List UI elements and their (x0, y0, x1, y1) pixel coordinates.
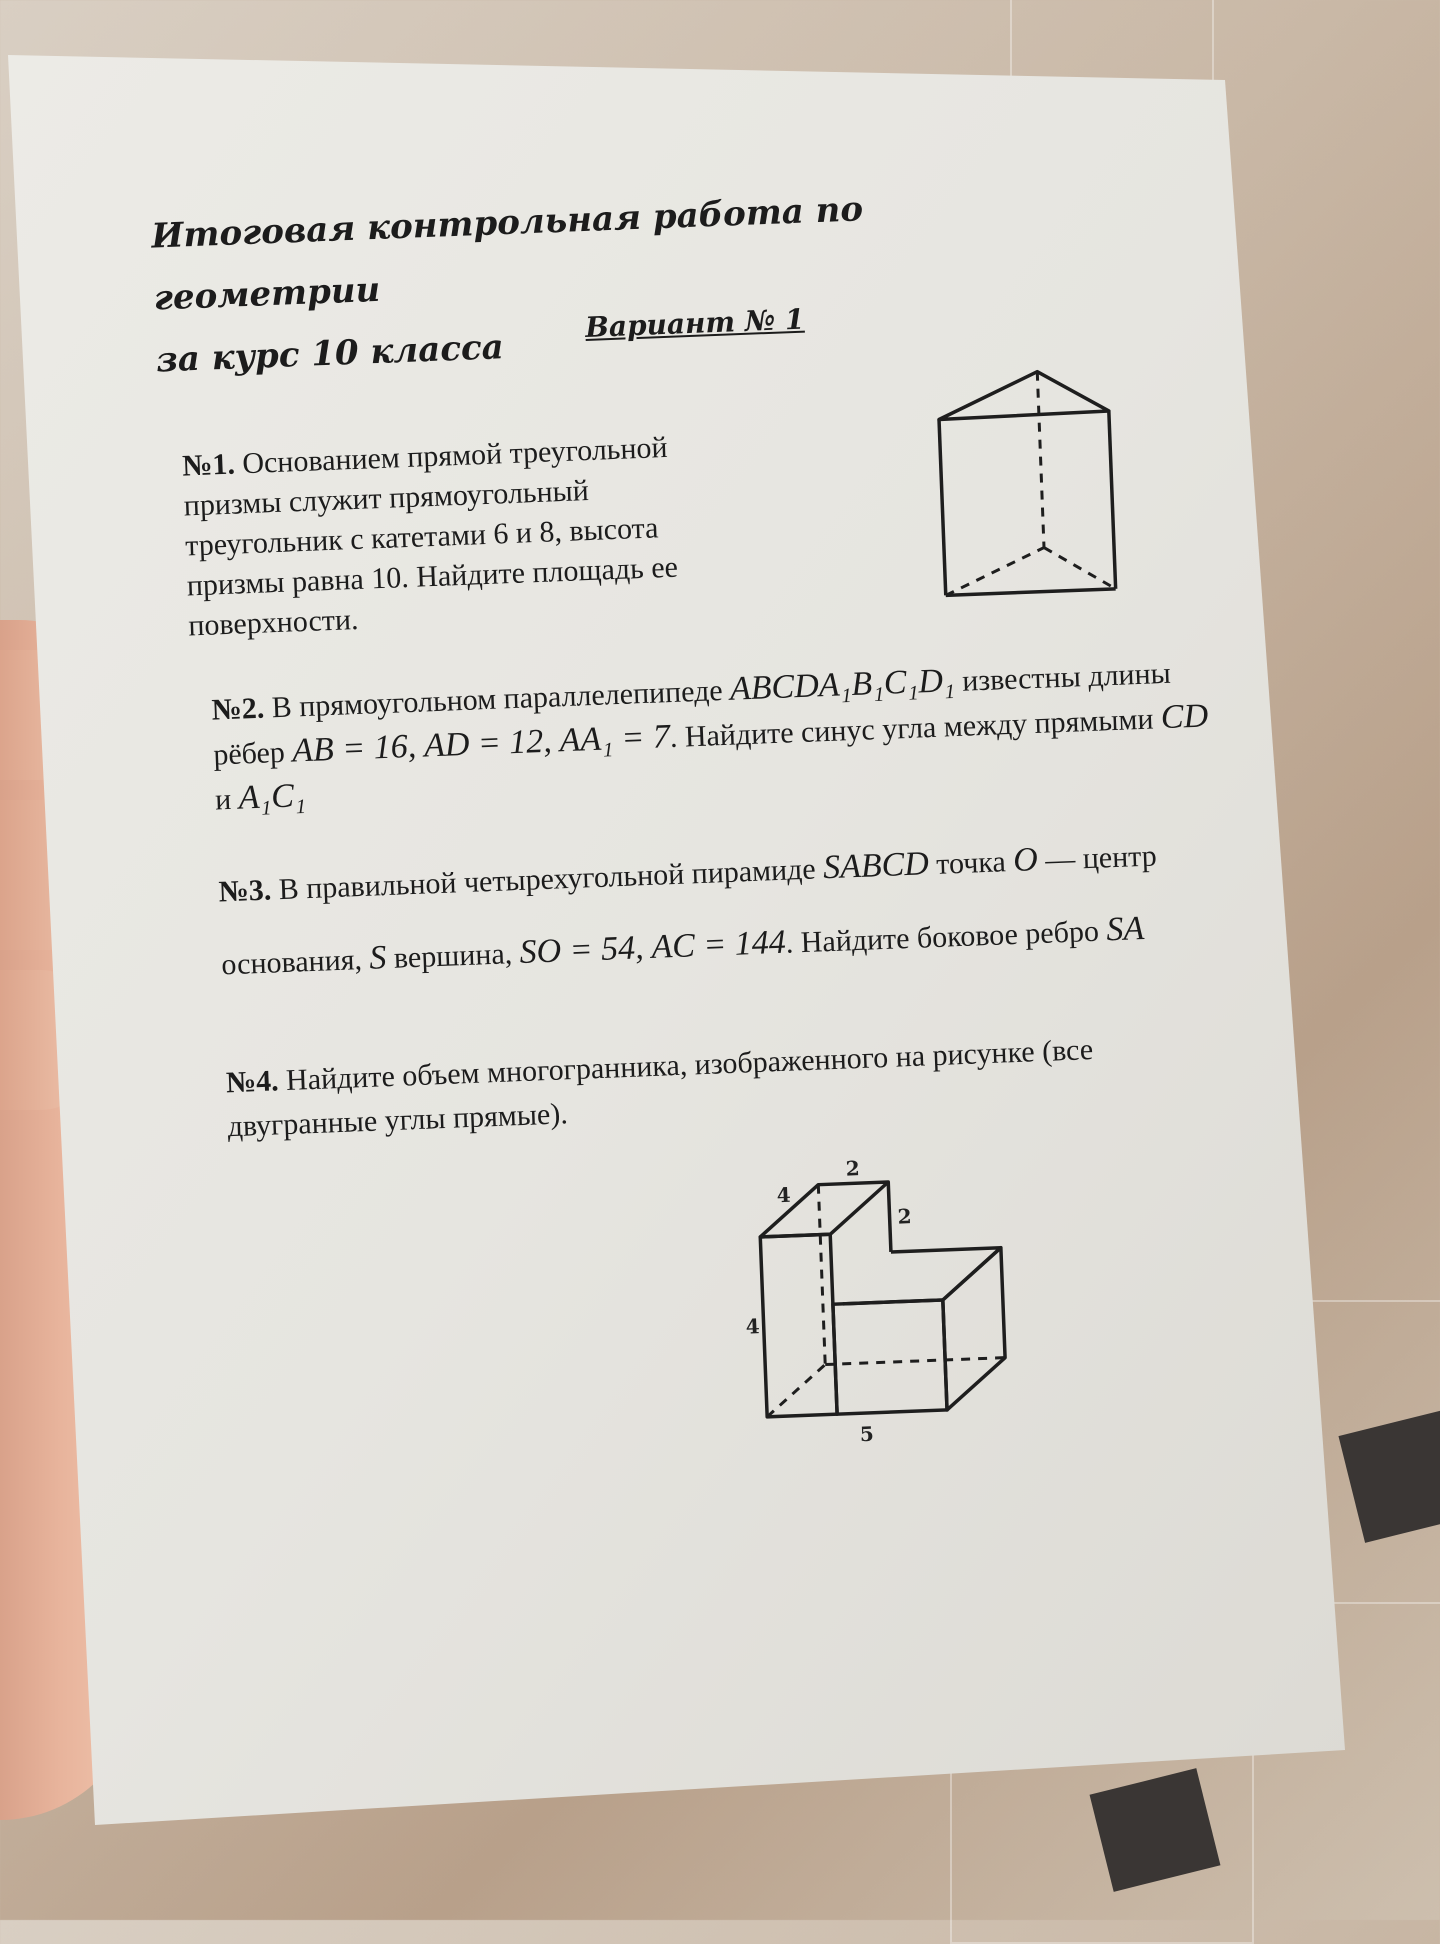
title-line-1: Итоговая контрольная работа по геометрии (150, 189, 864, 319)
math-expression: SO = 54, AC = 144 (518, 923, 787, 971)
task-text: точка (935, 845, 1007, 881)
task-text: . Найдите синус угла между прямыми (669, 702, 1155, 755)
task-2 (211, 649, 1215, 822)
dimension-label: 2 (845, 1156, 861, 1181)
dimension-label: 5 (859, 1421, 875, 1447)
variant-label: Вариант № 1 (584, 302, 806, 344)
worksheet-content (140, 158, 1297, 1699)
prism-hidden-edge (1044, 545, 1116, 592)
prism-edge (946, 589, 1116, 596)
task-number: №2. (211, 691, 265, 727)
math-expression: SABCD (822, 845, 930, 887)
title-line-2: за курс 10 класса (155, 327, 505, 381)
math-expression: SA (1105, 910, 1145, 949)
polyhedron-low-front (833, 1300, 947, 1414)
math-expression: AB = 16, AD = 12, AA₁ = 7 (291, 718, 671, 770)
task-3 (217, 817, 1222, 1001)
task-4 (225, 1023, 1228, 1149)
polyhedron-low-side (941, 1248, 1007, 1410)
task-1 (181, 425, 748, 646)
worksheet-title (150, 171, 1056, 391)
math-expression: S (368, 939, 388, 977)
task-text: В прямоугольном параллелепипеде (271, 674, 724, 725)
math-expression: O (1012, 841, 1039, 879)
polyhedron-edge (888, 1182, 891, 1252)
polyhedron-figure (738, 1155, 1089, 1468)
task-text: Найдите объем многогранника, изображенного на рисунке (все двугранные углы прямые). (227, 1033, 1094, 1144)
polyhedron-hidden-edge (765, 1365, 827, 1417)
polyhedron-step-face (841, 1248, 1003, 1304)
prism-hidden-edge (944, 548, 1046, 596)
dimension-label: 2 (897, 1204, 912, 1229)
task-text: вершина, (393, 937, 513, 975)
task-number: №1. (181, 447, 236, 483)
prism-top-face (937, 369, 1109, 419)
prism-edge (1109, 411, 1116, 589)
math-expression: A₁C₁ (237, 777, 307, 817)
prism-hidden-edge (1037, 372, 1044, 548)
dimension-label: 4 (776, 1182, 792, 1208)
task-text: В правильной четырехугольной пирамиде (278, 852, 817, 907)
task-text: Основанием прямой треугольной призмы служит прямоугольный треугольник с катетами 6 и 8, высота призмы равна 10. Найдите площадь ее поверхности. (183, 430, 679, 643)
task-text: . Найдите боковое ребро (785, 914, 1100, 960)
math-expression: ABCDA₁B₁C₁D₁ (729, 662, 956, 708)
polyhedron-hidden-edge (818, 1185, 825, 1365)
dimension-label: 4 (745, 1314, 761, 1339)
task-text: — центр основания, (220, 839, 1158, 982)
task-number: №4. (225, 1064, 280, 1100)
task-text: и (214, 782, 232, 817)
task-text: известны длины рёбер (212, 656, 1172, 772)
math-expression: CD (1160, 697, 1209, 737)
prism-edge (939, 419, 946, 595)
task-number: №3. (217, 873, 272, 909)
triangular-prism-figure (927, 362, 1136, 610)
polyhedron-hidden-edge (825, 1358, 1005, 1365)
